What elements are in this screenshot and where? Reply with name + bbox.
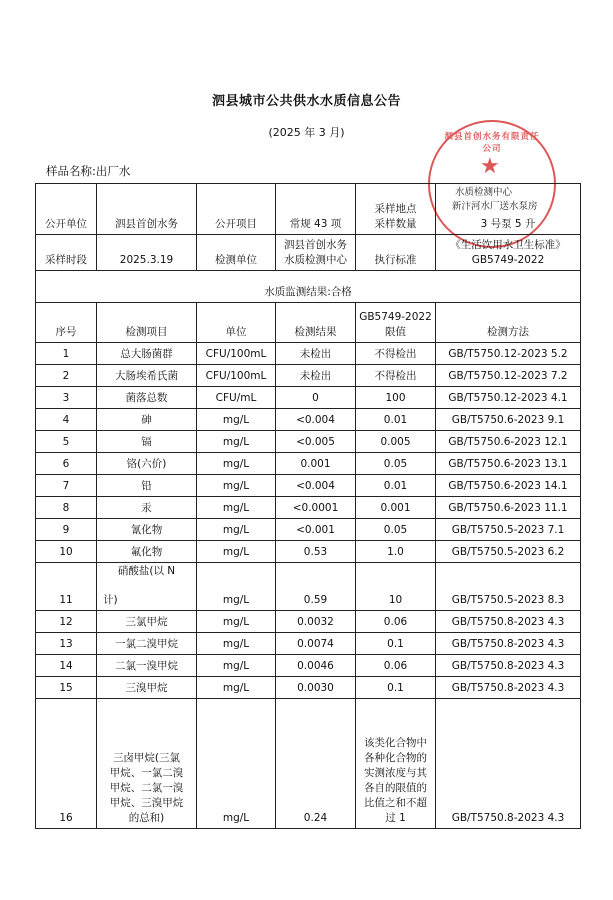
row-limit: 100 xyxy=(356,387,436,409)
row-item-line-1: 硝酸盐(以 N xyxy=(117,565,176,577)
row-unit: mg/L xyxy=(197,409,276,431)
row-method: GB/T5750.12-2023 4.1 xyxy=(436,387,581,409)
info-row-2 xyxy=(36,235,581,271)
row-item: 大肠埃希氏菌 xyxy=(97,365,197,387)
row-unit: CFU/100mL xyxy=(197,365,276,387)
row-no: 10 xyxy=(36,541,97,563)
row-item: 铬(六价) xyxy=(97,453,197,475)
row-limit: 0.06 xyxy=(356,611,436,633)
column-header-row xyxy=(36,303,581,343)
info-std-line-1: 《生活饮用水卫生标准》 xyxy=(450,239,566,251)
row-limit: 10 xyxy=(356,563,436,611)
table-row xyxy=(36,563,581,611)
row-unit: mg/L xyxy=(197,563,276,611)
row-method: GB/T5750.8-2023 4.3 xyxy=(436,677,581,699)
table-row xyxy=(36,497,581,519)
info-item-value: 常规 43 项 xyxy=(276,184,356,235)
row-limit: 0.05 xyxy=(356,519,436,541)
table-row xyxy=(36,677,581,699)
info-unit-label: 公开单位 xyxy=(36,184,97,235)
table-row xyxy=(36,655,581,677)
info-std-line-2: GB5749-2022 xyxy=(471,254,545,266)
row-result: <0.004 xyxy=(276,409,356,431)
row-limit: 不得检出 xyxy=(356,365,436,387)
row-limit: 0.01 xyxy=(356,409,436,431)
row-result: 未检出 xyxy=(276,343,356,365)
row-no: 14 xyxy=(36,655,97,677)
table-row xyxy=(36,409,581,431)
info-site-label: 采样地点 xyxy=(374,203,417,215)
row-unit: mg/L xyxy=(197,497,276,519)
row-limit: 0.01 xyxy=(356,475,436,497)
row-item-line: 甲烷、一氯二溴 xyxy=(109,767,184,779)
table-row xyxy=(36,365,581,387)
row-method: GB/T5750.8-2023 4.3 xyxy=(436,655,581,677)
info-lab-value xyxy=(276,235,356,271)
row-result: 0.59 xyxy=(276,563,356,611)
row-result: 0.0032 xyxy=(276,611,356,633)
table-row xyxy=(36,699,581,829)
row-item xyxy=(97,563,197,611)
row-item-line: 甲烷、二氯一溴 xyxy=(109,782,184,794)
table-row xyxy=(36,387,581,409)
row-method: GB/T5750.8-2023 4.3 xyxy=(436,699,581,829)
table-row xyxy=(36,633,581,655)
row-limit-line: 该类化合物中 xyxy=(364,737,427,749)
info-qty-value: 3 号泵 5 升 xyxy=(480,218,536,230)
row-limit-line: 比值之和不超 xyxy=(364,797,427,809)
row-result: <0.0001 xyxy=(276,497,356,519)
col-limit-line-2: 限值 xyxy=(385,326,406,338)
water-quality-table xyxy=(35,183,581,829)
row-item-line: 的总和) xyxy=(128,812,165,824)
row-item: 汞 xyxy=(97,497,197,519)
table-row xyxy=(36,475,581,497)
row-no: 8 xyxy=(36,497,97,519)
row-limit-line: 各自的限值的 xyxy=(364,782,427,794)
table-row xyxy=(36,541,581,563)
row-limit: 0.06 xyxy=(356,655,436,677)
row-limit: 不得检出 xyxy=(356,343,436,365)
sample-site-overlay: 新汴河水厂送水泵房 xyxy=(452,201,538,212)
row-item: 铅 xyxy=(97,475,197,497)
row-result: 0.0074 xyxy=(276,633,356,655)
row-method: GB/T5750.6-2023 9.1 xyxy=(436,409,581,431)
row-unit: mg/L xyxy=(197,611,276,633)
col-item: 检测项目 xyxy=(97,303,197,343)
row-no: 4 xyxy=(36,409,97,431)
col-limit xyxy=(356,303,436,343)
result-row xyxy=(36,271,581,303)
info-std-label: 执行标准 xyxy=(356,235,436,271)
row-item: 一氯二溴甲烷 xyxy=(97,633,197,655)
row-unit: mg/L xyxy=(197,699,276,829)
row-unit: mg/L xyxy=(197,431,276,453)
row-method: GB/T5750.8-2023 4.3 xyxy=(436,611,581,633)
row-no: 16 xyxy=(36,699,97,829)
row-item xyxy=(97,699,197,829)
row-no: 7 xyxy=(36,475,97,497)
info-unit-value: 泗县首创水务 xyxy=(97,184,197,235)
table-row xyxy=(36,431,581,453)
row-no: 1 xyxy=(36,343,97,365)
row-limit-line: 过 1 xyxy=(385,812,406,824)
row-unit: mg/L xyxy=(197,541,276,563)
row-limit: 0.005 xyxy=(356,431,436,453)
row-limit: 0.1 xyxy=(356,677,436,699)
row-no: 5 xyxy=(36,431,97,453)
row-item: 总大肠菌群 xyxy=(97,343,197,365)
row-method: GB/T5750.6-2023 14.1 xyxy=(436,475,581,497)
row-method: GB/T5750.12-2023 5.2 xyxy=(436,343,581,365)
table-row xyxy=(36,453,581,475)
row-result: <0.005 xyxy=(276,431,356,453)
row-no: 9 xyxy=(36,519,97,541)
row-unit: mg/L xyxy=(197,519,276,541)
row-result: 0 xyxy=(276,387,356,409)
row-item: 二氯一溴甲烷 xyxy=(97,655,197,677)
row-item: 三溴甲烷 xyxy=(97,677,197,699)
table-row xyxy=(36,611,581,633)
seal-subtext: 水质检测中心 xyxy=(455,187,513,198)
report-period: (2025 年 3 月) xyxy=(268,126,345,139)
row-limit-line: 各种化合物的 xyxy=(364,752,427,764)
seal-text: 泗县首创水务有限责任公司 xyxy=(444,132,540,154)
page-title: 泗县城市公共供水水质信息公告 xyxy=(211,94,401,109)
row-item-line-2: 计) xyxy=(103,594,118,606)
table-row xyxy=(36,343,581,365)
row-limit: 1.0 xyxy=(356,541,436,563)
star-icon: ★ xyxy=(480,154,500,179)
row-method: GB/T5750.6-2023 13.1 xyxy=(436,453,581,475)
row-unit: mg/L xyxy=(197,677,276,699)
overall-result: 水质监测结果:合格 xyxy=(36,271,581,303)
row-limit: 0.1 xyxy=(356,633,436,655)
info-time-value: 2025.3.19 xyxy=(97,235,197,271)
col-method: 检测方法 xyxy=(436,303,581,343)
table-row xyxy=(36,519,581,541)
row-unit: CFU/mL xyxy=(197,387,276,409)
row-limit: 0.001 xyxy=(356,497,436,519)
row-unit: mg/L xyxy=(197,475,276,497)
row-no: 2 xyxy=(36,365,97,387)
info-time-label: 采样时段 xyxy=(36,235,97,271)
row-limit: 0.05 xyxy=(356,453,436,475)
info-qty-label: 采样数量 xyxy=(374,218,417,230)
row-result: 0.24 xyxy=(276,699,356,829)
sample-name: 样品名称:出厂水 xyxy=(46,164,131,178)
row-limit-line: 实测浓度与其 xyxy=(364,767,427,779)
row-item: 镉 xyxy=(97,431,197,453)
row-result: 0.0030 xyxy=(276,677,356,699)
info-item-label: 公开项目 xyxy=(197,184,276,235)
row-result: <0.001 xyxy=(276,519,356,541)
row-limit xyxy=(356,699,436,829)
info-lab-label: 检测单位 xyxy=(197,235,276,271)
row-method: GB/T5750.5-2023 8.3 xyxy=(436,563,581,611)
row-method: GB/T5750.5-2023 6.2 xyxy=(436,541,581,563)
row-result: 0.0046 xyxy=(276,655,356,677)
info-lab-line-1: 泗县首创水务 xyxy=(284,239,347,251)
col-limit-line-1: GB5749-2022 xyxy=(359,311,432,323)
row-item: 砷 xyxy=(97,409,197,431)
row-result: 0.53 xyxy=(276,541,356,563)
row-no: 15 xyxy=(36,677,97,699)
row-item: 菌落总数 xyxy=(97,387,197,409)
col-unit: 单位 xyxy=(197,303,276,343)
row-no: 11 xyxy=(36,563,97,611)
row-unit: CFU/100mL xyxy=(197,343,276,365)
row-result: 0.001 xyxy=(276,453,356,475)
row-item: 氟化物 xyxy=(97,541,197,563)
row-item-line: 三卤甲烷(三氯 xyxy=(112,752,181,764)
row-no: 12 xyxy=(36,611,97,633)
row-unit: mg/L xyxy=(197,655,276,677)
info-lab-line-2: 水质检测中心 xyxy=(284,254,347,266)
row-method: GB/T5750.6-2023 11.1 xyxy=(436,497,581,519)
row-unit: mg/L xyxy=(197,633,276,655)
info-std-value xyxy=(436,235,581,271)
row-result: <0.004 xyxy=(276,475,356,497)
row-no: 3 xyxy=(36,387,97,409)
row-result: 未检出 xyxy=(276,365,356,387)
row-item-line: 甲烷、三溴甲烷 xyxy=(109,797,184,809)
row-item: 三氯甲烷 xyxy=(97,611,197,633)
row-item: 氰化物 xyxy=(97,519,197,541)
col-no: 序号 xyxy=(36,303,97,343)
row-method: GB/T5750.5-2023 7.1 xyxy=(436,519,581,541)
row-method: GB/T5750.8-2023 4.3 xyxy=(436,633,581,655)
row-method: GB/T5750.12-2023 7.2 xyxy=(436,365,581,387)
row-unit: mg/L xyxy=(197,453,276,475)
info-site-qty-label xyxy=(356,184,436,235)
row-method: GB/T5750.6-2023 12.1 xyxy=(436,431,581,453)
col-result: 检测结果 xyxy=(276,303,356,343)
row-no: 13 xyxy=(36,633,97,655)
row-no: 6 xyxy=(36,453,97,475)
